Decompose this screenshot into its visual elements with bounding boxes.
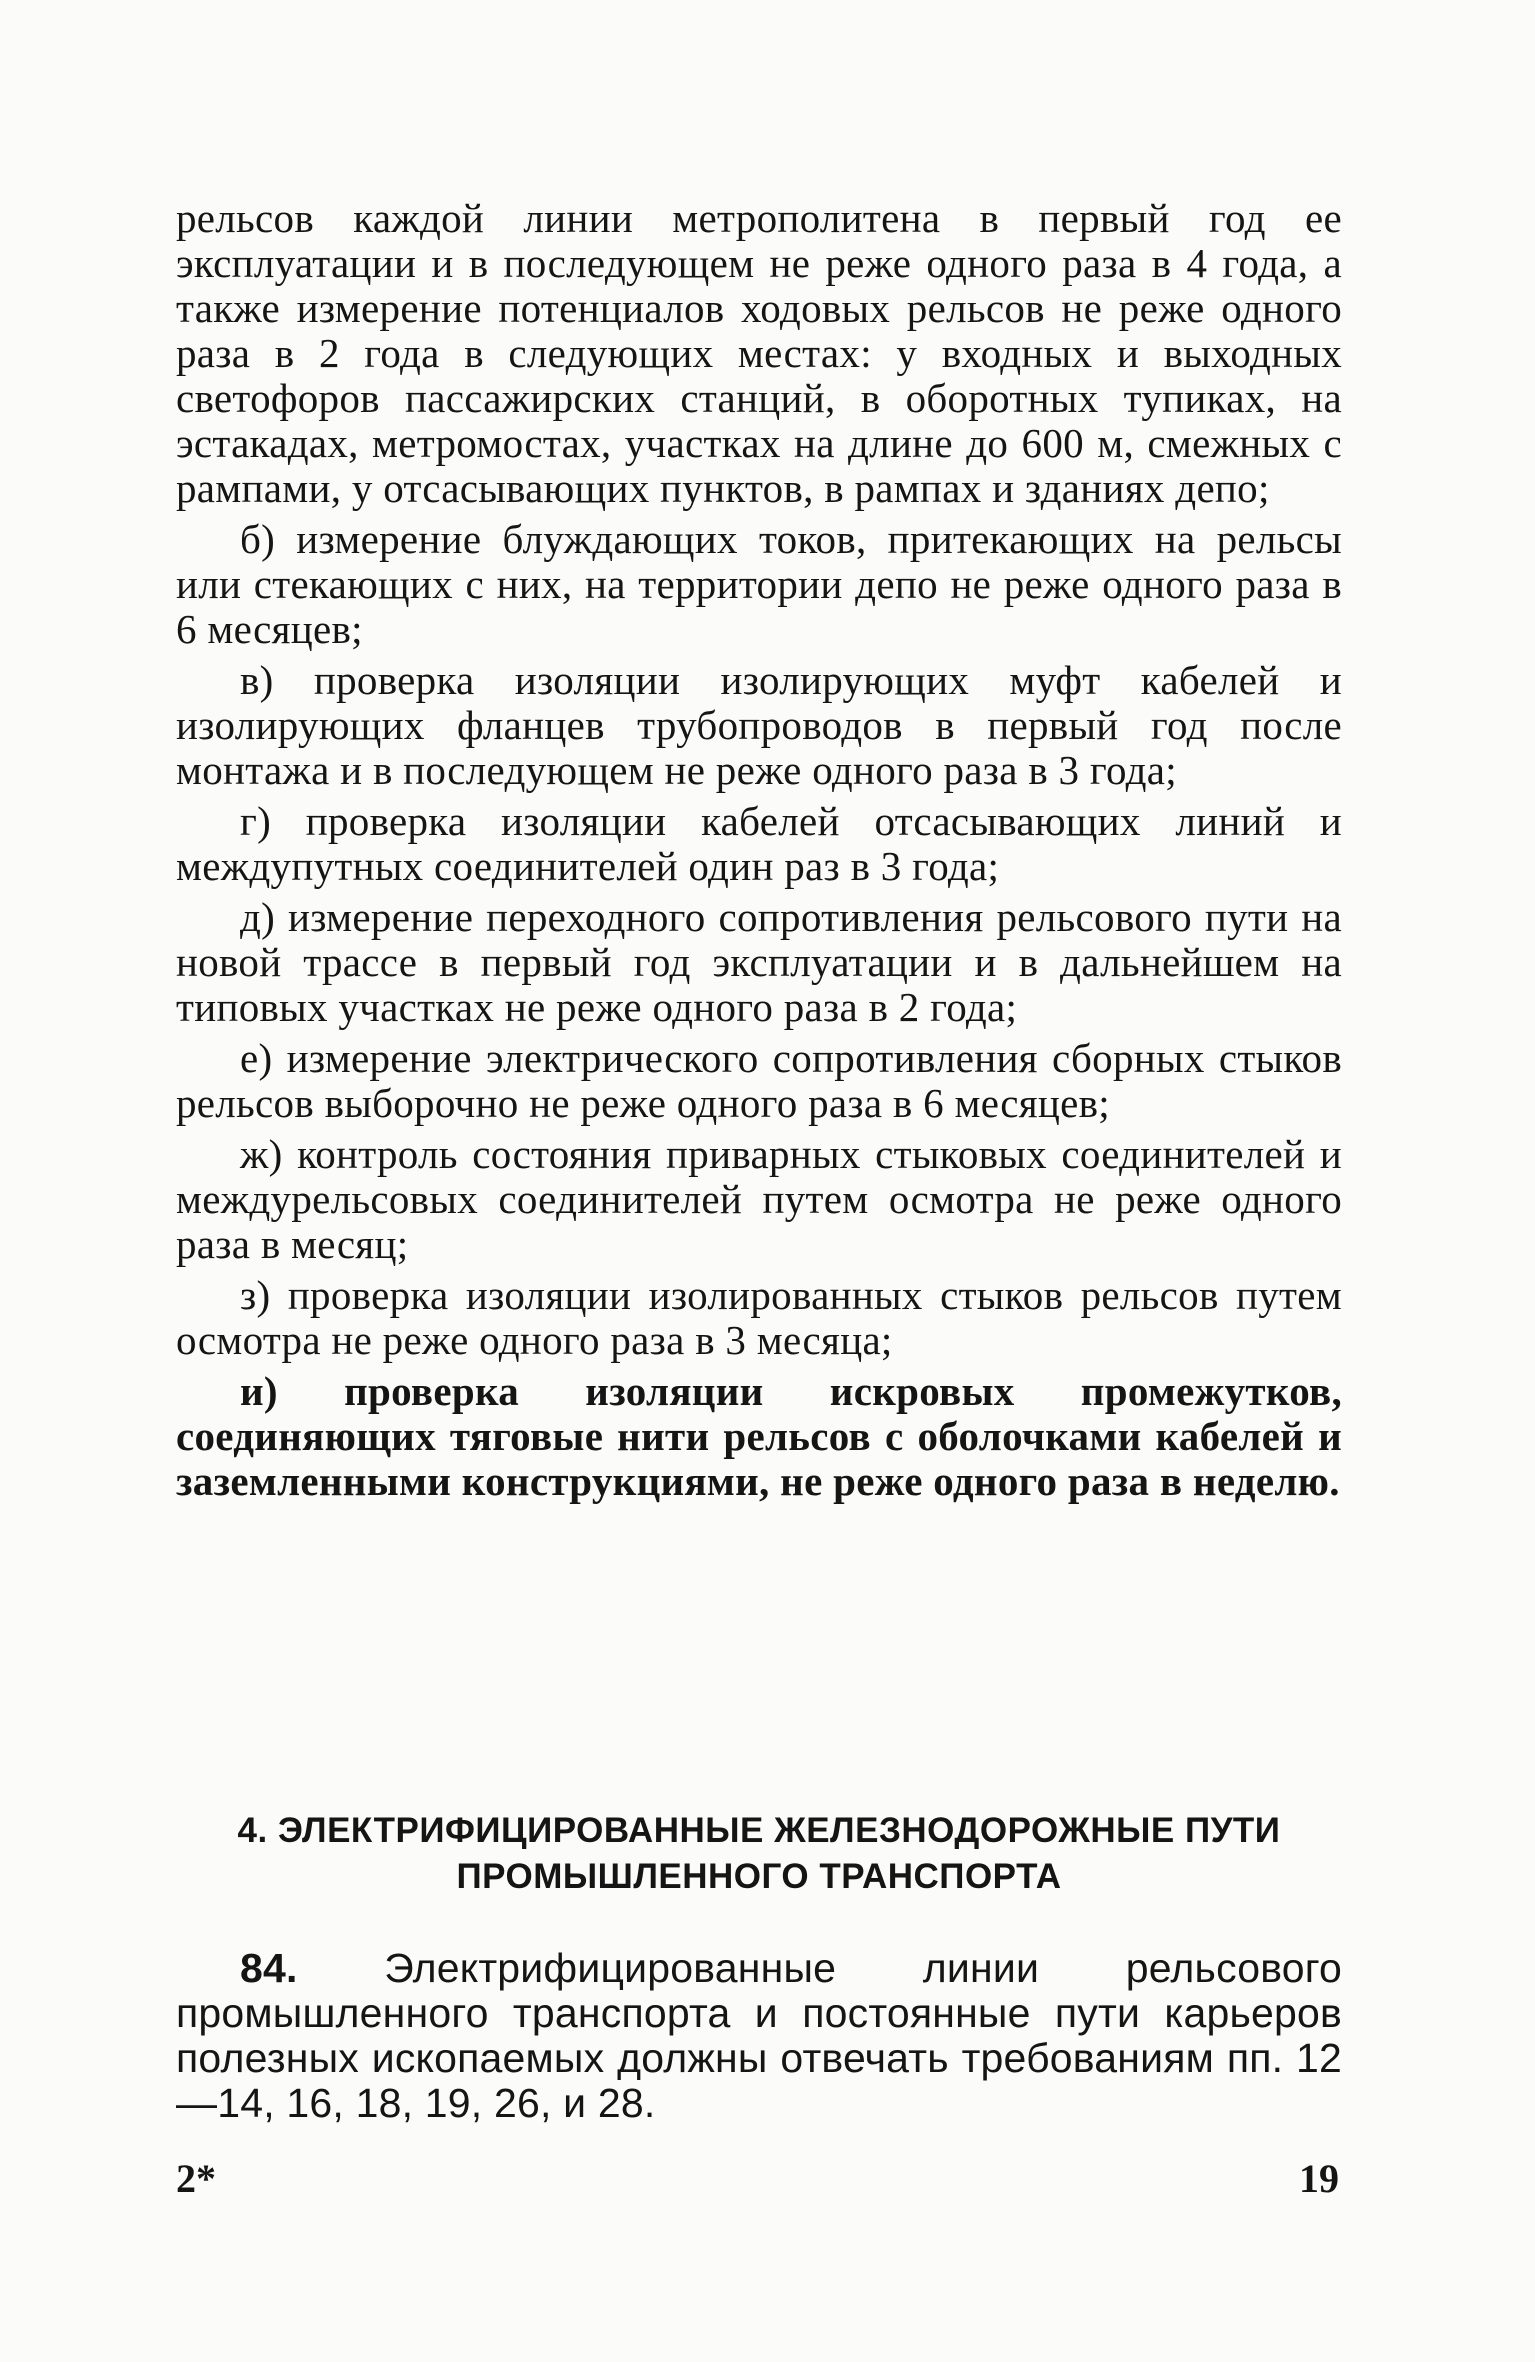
list-item-g: г) проверка изоляции кабелей отсасывающих линий и междупутных соединителей один раз в 3 года;	[176, 798, 1342, 889]
clause-84	[176, 1946, 1342, 2126]
section-heading-line2: ПРОМЫШЛЕННОГО ТРАНСПОРТА	[456, 1857, 1062, 1896]
clause-number: 84.	[240, 1945, 298, 1991]
signature-mark: 2*	[176, 2156, 216, 2201]
list-item-z: з) проверка изоляции изолированных стыков рельсов путем осмотра не реже одного раза в 3 месяца;	[176, 1272, 1342, 1363]
list-item-b: б) измерение блуждающих токов, притекающих на рельсы или стекающих с них, на территории депо не реже одного раза в 6 месяцев;	[176, 516, 1342, 652]
clause-text: Электрифицированные линии рельсового промышленного транспорта и постоянные пути карьеров полезных ископаемых должны отвечать требованиям пп. 12—14, 16, 18, 19, 26, и 28.	[176, 1945, 1343, 2126]
section-heading	[176, 1808, 1342, 1900]
list-item-d: д) измерение переходного сопротивления рельсового пути на новой трассе в первый год эксплуатации и в дальнейшем на типовых участках не реже одного раза в 2 года;	[176, 894, 1342, 1030]
paragraph-continuation: рельсов каждой линии метрополитена в первый год ее эксплуатации и в последующем не реже одного раза в 4 года, а также измерение потенциалов ходовых рельсов не реже одного раза в 2 года в следующих местах: у входных и выходных светофоров пассажирских станций, в оборотных тупиках, на эстакадах, метромостах, участках на длине до 600 м, смежных с рампами, у отсасывающих пунктов, в рампах и зданиях депо;	[176, 195, 1342, 511]
list-item-e: е) измерение электрического сопротивления сборных стыков рельсов выборочно не реже одного раза в 6 месяцев;	[176, 1035, 1342, 1126]
clause-84-paragraph	[176, 1946, 1342, 2126]
list-item-v: в) проверка изоляции изолирующих муфт кабелей и изолирующих фланцев трубопроводов в первый год после монтажа и в последующем не реже одного раза в 3 года;	[176, 657, 1342, 793]
section-heading-line1: 4. ЭЛЕКТРИФИЦИРОВАННЫЕ ЖЕЛЕЗНОДОРОЖНЫЕ ПУТИ	[237, 1811, 1281, 1850]
list-item-i: и) проверка изоляции искровых промежутков, соединяющих тяговые нити рельсов с оболочками кабелей и заземленными конструкциями, не реже одного раза в неделю.	[176, 1368, 1342, 1504]
body-text	[176, 196, 1342, 1510]
page-number: 19	[1299, 2156, 1339, 2201]
list-item-zh: ж) контроль состояния приварных стыковых соединителей и междурельсовых соединителей путем осмотра не реже одного раза в месяц;	[176, 1131, 1342, 1267]
